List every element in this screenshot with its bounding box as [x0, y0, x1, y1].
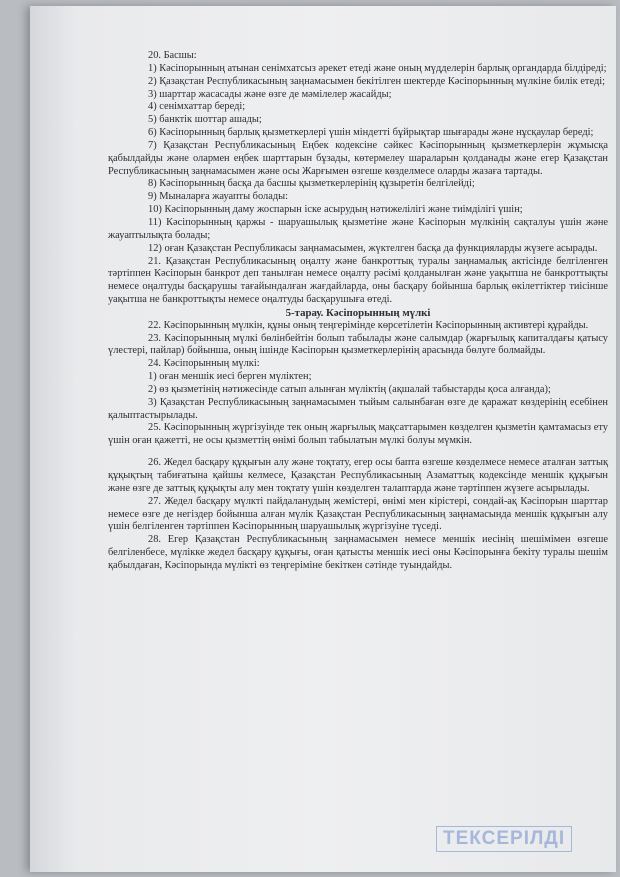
paragraph: 7) Қазақстан Республикасының Еңбек кодексіне сәйкес Кәсіпорынның қызметкерлерін жұмысқа қабылдайды және олармен еңбек шарттарын бұзады, көтермелеу шараларын қолданады және егер Қазақстан Республикасының заңнамасымен және осы Жарғымен өзгеше көзделмесе оларды жазаға тартады.: [108, 139, 608, 177]
paragraph: 23. Кәсіпорынның мүлкі бөлінбейтін болып табылады және салымдар (жарғылық капиталдағы қатысу үлестері, пайлар) бойынша, оның ішінде Кәсіпорын қызметкерлерінің арасында бөлуге болмайды.: [108, 332, 608, 357]
paragraph: 8) Кәсіпорынның басқа да басшы қызметкерлерінің құзыретін белгілейді;: [148, 178, 475, 190]
paragraph: 5) банктік шоттар ашады;: [148, 114, 262, 126]
paragraph: 28. Егер Қазақстан Республикасының заңнамасымен немесе меншік иесінің шешімімен өзгеше белгіленбесе, мүлікке жедел басқару құқығы, оған қатысты меншік иесі оны Кәсіпорынға бекіту туралы шешім қабылдаған, Кәсіпорында мүлікті өз теңгеріміне бекіткен сәтінде туындайды.: [108, 534, 608, 571]
paragraph: 12) оған Қазақстан Республикасы заңнамасымен, жүктелген басқа да функцияларды жүзеге асырады.: [148, 242, 598, 254]
document-page: [30, 6, 616, 872]
paragraph: 3) шарттар жасасады және өзге де мәмілелер жасайды;: [148, 88, 392, 100]
paragraph: 2) өз қызметінің нәтижесінде сатып алынған мүліктің (ақшалай табыстарды қоса алғанда);: [148, 383, 551, 395]
paragraph: 1) Кәсіпорынның атынан сенімхатсыз әрекет етеді және оның мүдделерін барлық органдарда білдіреді;: [148, 62, 607, 74]
paragraph: 24. Кәсіпорынның мүлкі:: [148, 358, 260, 370]
paragraph: 25. Кәсіпорынның жүргізуінде тек оның жарғылық мақсаттарымен көзделген қызметін қамтамасыз ету үшін оған қажетті, не осы қызметтің өнімі болып табылатын мүлкі болуы мүмкін.: [108, 422, 608, 447]
paragraph: 26. Жедел басқару құқығын алу және тоқтату, егер осы бапта өзгеше көзделмесе немесе аталған заттық құқықтың табиғатына қайшы келмесе, Қазақстан Республикасының Азаматтық кодексінде меншік құқығын және өзге де заттық құқықты алу мен тоқтату үшін көзделген талаптарда және тәртіппен жүзеге асырылады.: [108, 457, 608, 494]
verification-stamp: [434, 814, 566, 862]
paragraph: 10) Кәсіпорынның даму жоспарын іске асырудың нәтижелілігі және тиімділігі үшін;: [148, 204, 523, 216]
paragraph: 27. Жедел басқару мүлкті пайдаланудың жемістері, өнімі мен кірістері, сондай-ақ Кәсіпорын шарттар немесе өзге де негіздер бойынша алған мүлік Қазақстан Республикасының заңнамасында меншік құқығын алу үшін белгіленген тәртіппен Кәсіпорынның шаруашылық жүргізуіне түседі.: [108, 495, 608, 533]
paragraph: 2) Қазақстан Республикасының заңнамасымен бекітілген шектерде Кәсіпорынның мүлкіне билік етеді;: [148, 75, 606, 87]
paragraph: 21. Қазақстан Республикасының оңалту және банкроттық туралы заңнамалық актісінде белгіленген тәртіппен Кәсіпорын банкрот деп танылған немесе оңалту рәсімі қолданылған және уақытша не банкроттықты немесе оңалтуды басқарушы тағайындалған жағдайларда, оны басқару бойынша барлық өкілеттіктер тиісінше уақытша не банкроттықты немесе оңалтуды басқарушыға өтеді.: [108, 255, 608, 306]
paragraph: 9) Мыналарға жауапты болады:: [148, 191, 288, 203]
paragraph: 3) Қазақстан Республикасының заңнамасымен тыйым салынбаған өзге де қаражат көздерінің есебінен қалыптастырылады.: [108, 396, 608, 421]
paragraph: 20. Басшы:: [148, 50, 197, 61]
paragraph: 22. Кәсіпорынның мүлкін, құны оның теңгерімінде көрсетілетін Кәсіпорынның активтері құрайды.: [148, 319, 589, 331]
paragraph: 1) оған меншік иесі берген мүліктен;: [148, 371, 312, 383]
paragraph: 6) Кәсіпорынның барлық қызметкерлері үшін міндетті бұйрықтар шығарады және нұсқаулар береді;: [148, 127, 594, 139]
paragraph: 4) сенімхаттар береді;: [148, 101, 246, 113]
document-body: [108, 50, 608, 573]
paragraph: 11) Кәсіпорынның қаржы - шаруашылық қызметіне және Кәсіпорын мүлкінің сақталуы үшін және жауаптылықта болады;: [108, 216, 608, 241]
stamp-text: ТЕКСЕРІЛДІ: [436, 826, 572, 852]
section-heading: 5-тарау. Кәсіпорынның мүлкі: [285, 306, 431, 319]
